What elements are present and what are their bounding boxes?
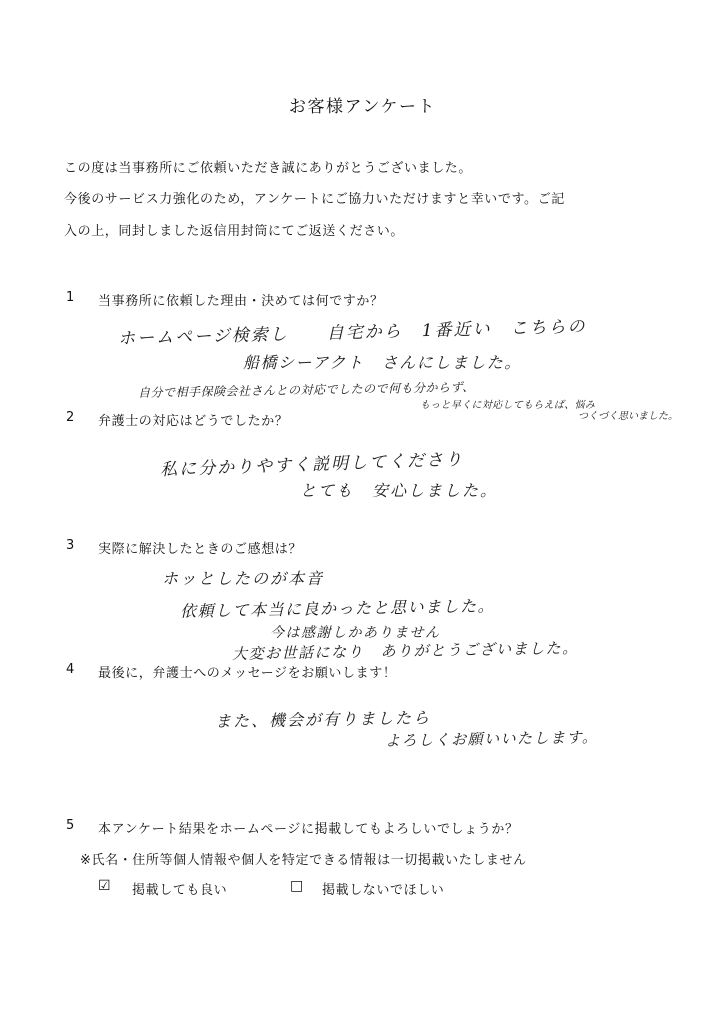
question-text: 実際に解決したときのご感想は？ [98, 542, 303, 557]
page-title: お客様アンケート [289, 97, 436, 117]
answer-line: 船橋シーアクト さんにしました。 [243, 353, 522, 372]
question-number: 3 [66, 538, 75, 553]
question-number: 5 [66, 818, 75, 833]
option-label: 掲載しないでほしい [322, 883, 445, 898]
empty-checkbox-icon[interactable]: □ [290, 878, 304, 894]
question-text: 本アンケート結果をホームページに掲載してもよろしいでしょうか？ [98, 822, 519, 837]
question-number: 2 [66, 410, 75, 425]
question-text: 最後に，弁護士へのメッセージをお願いします！ [98, 666, 397, 681]
question-text: 弁護士の対応はどうでしたか？ [98, 414, 289, 429]
answer-line: ホームページ検索し 自宅から 1番近い こちらの [117, 316, 587, 350]
question-number: 1 [66, 290, 75, 305]
intro-line-1: この度は当事務所にご依頼いただき誠にありがとうございました。 [64, 161, 473, 176]
question-number: 4 [66, 662, 75, 677]
intro-line-2: 今後のサービス力強化のため，アンケートにご協力いただけますと幸いです。ご記 [64, 192, 565, 207]
answer-line: 大変お世話になり ありがとうございました。 [231, 638, 579, 664]
privacy-note: ※氏名・住所等個人情報や個人を特定できる情報は一切掲載いたしません [80, 853, 527, 868]
answer-line: 今は感謝しかありません [270, 625, 441, 641]
answer-line: 自分で相手保険会社さんとの対応でしたので何も分からず、 [137, 380, 475, 400]
answer-line: つくづく思いました。 [578, 411, 678, 422]
answer-line: ホッとしたのが本音 [162, 569, 325, 588]
question-text: 当事務所に依頼した理由・決めては何ですか？ [98, 294, 384, 309]
option-label: 掲載しても良い [132, 883, 228, 898]
checked-checkbox-icon[interactable]: ☑ [98, 878, 111, 894]
answer-line: 私に分かりやすく説明してくださり [159, 449, 465, 481]
answer-line: よろしくお願いいたします。 [384, 728, 599, 750]
answer-line: また、機会が有りましたら [214, 708, 432, 731]
answer-line: とても 安心しました。 [300, 481, 499, 500]
answer-line: もっと早くに対応してもらえば、悩み [420, 400, 596, 411]
intro-line-3: 入の上，同封しました返信用封筒にてご返送ください。 [64, 224, 405, 239]
answer-line: 依頼して本当に良かったと思いました。 [179, 596, 496, 621]
